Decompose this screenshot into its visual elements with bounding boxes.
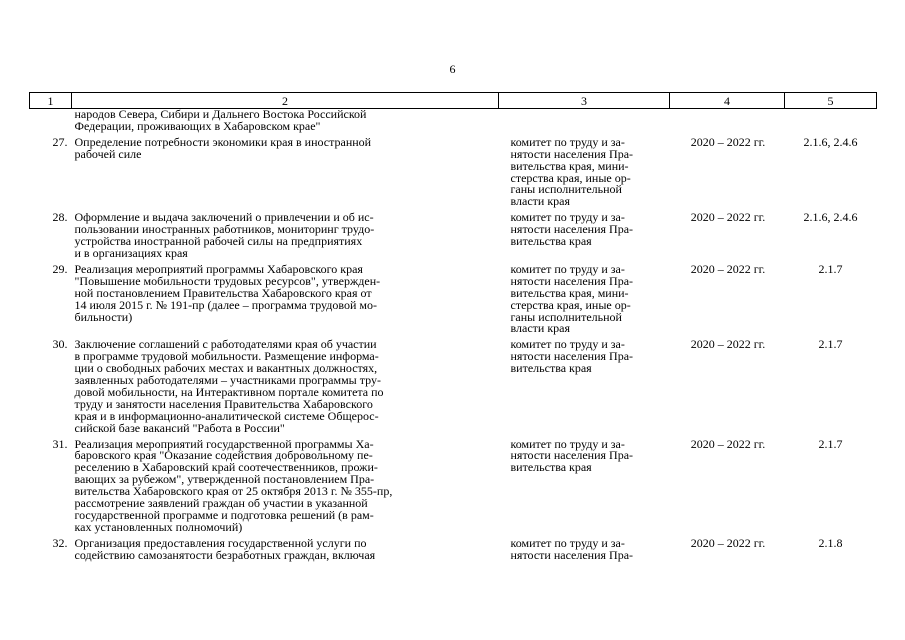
table-row [30, 133, 877, 208]
row-number: 29. [52, 261, 68, 276]
indicator-cell: 2.1.7 [818, 261, 843, 276]
indicator-cell: 2.1.6, 2.4.6 [803, 210, 858, 225]
text-line: содействию самозанятости безработных граждан, включая [74, 547, 376, 562]
text-line: вительства Хабаровского края от 25 октября 2013 г. № 355-пр, [74, 484, 393, 499]
measure-cell [72, 133, 499, 208]
indicator-cell: 2.1.6, 2.4.6 [803, 134, 858, 149]
text-line: реселению в Хабаровский край соотечественников, прожи- [74, 460, 378, 475]
measure-cell [72, 435, 499, 534]
text-line: комитет по труду и за- [510, 134, 625, 149]
continuation-text [72, 109, 499, 133]
table-row [30, 335, 877, 434]
text-line: Определение потребности экономики края в иностранной [74, 134, 372, 149]
continuation-row [30, 109, 877, 133]
text-line: комитет по труду и за- [510, 436, 625, 451]
text-line: бильности) [74, 309, 133, 324]
text-line: рабочей силе [74, 146, 142, 161]
text-line: устройства иностранной рабочей силы на предприятиях [74, 234, 363, 249]
header-col-1: 1 [30, 93, 72, 109]
measures-table [29, 92, 877, 562]
text-line: Организация предоставления государственной услуги по [74, 535, 367, 550]
text-line: 14 июля 2015 г. № 191-пр (далее – программа трудовой мо- [74, 297, 377, 312]
row-number: 31. [52, 436, 68, 451]
text-line: Реализация мероприятий программы Хабаровского края [74, 261, 363, 276]
text-line: народов Севера, Сибири и Дальнего Востока Российской [74, 107, 367, 121]
table-row [30, 208, 877, 260]
text-line: Реализация мероприятий государственной программы Ха- [74, 436, 374, 451]
header-col-2: 2 [72, 93, 499, 109]
text-line: стерства края, иные ор- [510, 297, 631, 312]
text-line: ной постановлением Правительства Хабаровского края от [74, 285, 372, 300]
measure-cell [72, 208, 499, 260]
measure-cell [72, 534, 499, 562]
term-cell: 2020 – 2022 гг. [690, 337, 766, 352]
row-number: 30. [52, 337, 68, 352]
header-col-3: 3 [499, 93, 670, 109]
executor-cell [499, 534, 670, 562]
text-line: в программе трудовой мобильности. Размещение информа- [74, 349, 379, 364]
text-line: нятости населения Пра- [510, 222, 634, 237]
measure-cell [72, 260, 499, 335]
text-line: вительства края, мини- [510, 158, 629, 173]
text-line: нятости населения Пра- [510, 349, 634, 364]
executor-cell [499, 435, 670, 534]
text-line: нятости населения Пра- [510, 547, 634, 562]
row-number: 28. [52, 210, 68, 225]
text-line: комитет по труду и за- [510, 535, 625, 550]
text-line: вительства края [510, 460, 592, 475]
term-cell: 2020 – 2022 гг. [690, 261, 766, 276]
measure-cell [72, 335, 499, 434]
text-line: комитет по труду и за- [510, 210, 625, 225]
text-line: Оформление и выдача заключений о привлечении и об ис- [74, 210, 374, 225]
text-line: сийской базе вакансий "Работа в России" [74, 420, 285, 435]
executor-cell [499, 260, 670, 335]
text-line: труду и занятости населения Правительства Хабаровского [74, 396, 373, 411]
text-line: ции о свободных рабочих местах и вакантных должностях, [74, 361, 378, 376]
text-line: баровского края "Оказание содействия добровольному пе- [74, 448, 373, 463]
table-row [30, 534, 877, 562]
text-line: комитет по труду и за- [510, 261, 625, 276]
executor-cell [499, 133, 670, 208]
text-line: рассмотрение заявлений граждан об участии в указанной [74, 496, 368, 511]
text-line: и в организациях края [74, 245, 188, 260]
text-line: пользовании иностранных работников, мониторинг трудо- [74, 222, 375, 237]
text-line: вительства края, мини- [510, 285, 629, 300]
text-line: ганы исполнительной [510, 309, 622, 324]
text-line: заявленных работодателями – участниками программы тру- [74, 373, 381, 388]
text-line: нятости населения Пра- [510, 273, 634, 288]
indicator-cell: 2.1.7 [818, 436, 843, 451]
term-cell: 2020 – 2022 гг. [690, 134, 766, 149]
text-line: власти края [510, 194, 570, 209]
text-line: вающих за рубежом", утвержденной постановлением Пра- [74, 472, 375, 487]
table-row [30, 260, 877, 335]
text-line: ганы исполнительной [510, 182, 622, 197]
executor-cell [499, 208, 670, 260]
indicator-cell: 2.1.7 [818, 337, 843, 352]
table-row [30, 435, 877, 534]
row-number: 27. [52, 134, 68, 149]
text-line: Федерации, проживающих в Хабаровском крае" [74, 118, 321, 133]
text-line: нятости населения Пра- [510, 448, 634, 463]
term-cell: 2020 – 2022 гг. [690, 436, 766, 451]
text-line: вительства края [510, 234, 592, 249]
header-col-4: 4 [670, 93, 785, 109]
text-line: государственной программе и подготовка решений (в рам- [74, 508, 374, 522]
text-line: ках установленных полномочий) [74, 519, 243, 534]
indicator-cell: 2.1.8 [818, 535, 843, 550]
text-line: Заключение соглашений с работодателями края об участии [74, 337, 377, 352]
text-line: края и в информационно-аналитической системе Общерос- [74, 408, 379, 423]
header-col-5: 5 [785, 93, 877, 109]
text-line: власти края [510, 321, 570, 336]
text-line: вительства края [510, 361, 592, 376]
row-number: 32. [52, 535, 68, 550]
text-line: нятости населения Пра- [510, 146, 634, 161]
text-line: стерства края, иные ор- [510, 170, 631, 185]
page-number: 6 [449, 62, 456, 76]
text-line: "Повышение мобильности трудовых ресурсов", утвержден- [74, 273, 381, 288]
term-cell: 2020 – 2022 гг. [690, 210, 766, 225]
executor-cell [499, 335, 670, 434]
text-line: довой мобильности, на Интерактивном портале комитета по [74, 384, 384, 399]
text-line: комитет по труду и за- [510, 337, 625, 352]
term-cell: 2020 – 2022 гг. [690, 535, 766, 550]
